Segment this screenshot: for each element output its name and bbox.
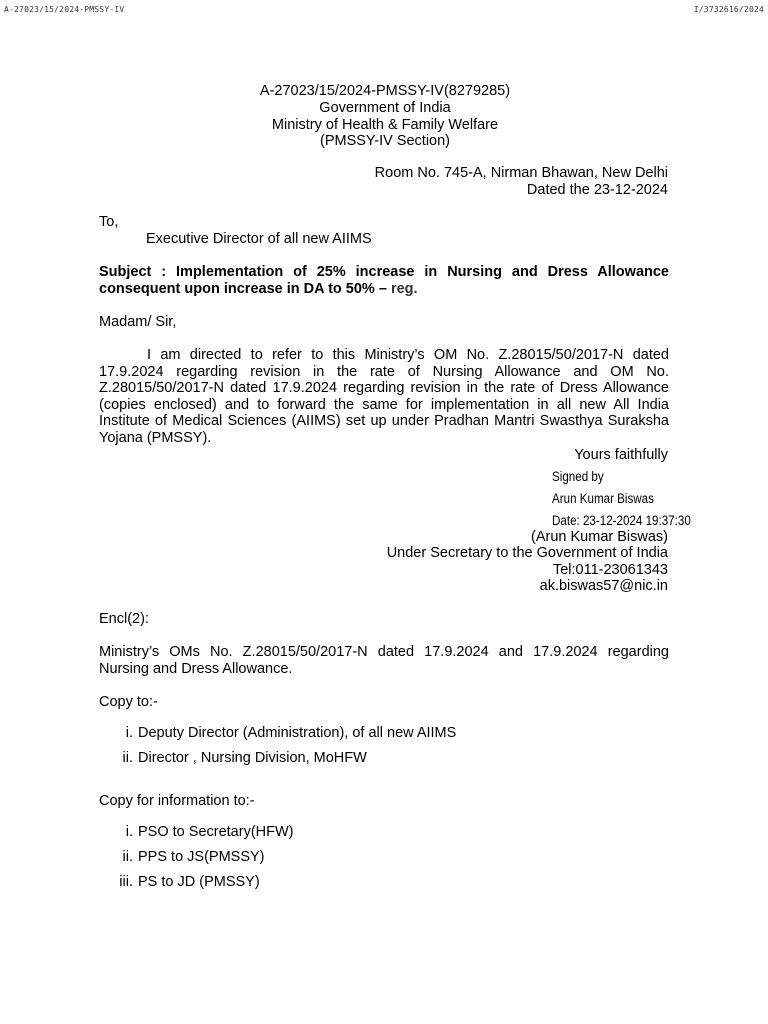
- signatory-designation: Under Secretary to the Government of India: [386, 545, 668, 561]
- section-line: (PMSSY-IV Section): [319, 133, 450, 149]
- subject-reg: reg.: [390, 281, 418, 297]
- copy-info-label: Copy for information to:-: [99, 793, 255, 809]
- copy-to-label: Copy to:-: [99, 694, 158, 710]
- list-item-text: Director , Nursing Division, MoHFW: [138, 750, 367, 766]
- government-line: Government of India: [319, 100, 451, 116]
- enclosure-text: Ministry’s OMs No. Z.28015/50/2017-N dated 17.9.2024 and 17.9.2024 regarding Nursing and Dress Allowance.: [99, 644, 669, 677]
- subject-line: [99, 264, 669, 298]
- body-text: I am directed to refer to this Ministry’s OM No. Z.28015/50/2017-N dated 17.9.2024 regarding revision in the rate of Nursing Allowance and OM No. Z.28015/50/2017-N dated 17.9.2024 regarding revision in the rate of Dress Allowance (copies enclosed) and to forward the same for implementation in all new All India Institute of Medical Sciences (AIIMS) set up under Pradhan Mantri Swasthya Suraksha Yojana (PMSSY).: [99, 347, 669, 446]
- running-header-file-no: A-27023/15/2024-PMSSY-IV: [4, 5, 125, 14]
- list-item-text: PPS to JS(PMSSY): [138, 849, 265, 865]
- list-item-number: iii.: [119, 874, 133, 890]
- salutation: Madam/ Sir,: [99, 314, 177, 330]
- digital-signature-date: Date: 23-12-2024 19:37:30: [552, 513, 691, 528]
- signatory-name: (Arun Kumar Biswas): [531, 529, 668, 545]
- running-header-ref-no: I/3732616/2024: [693, 5, 764, 14]
- list-item-text: PSO to Secretary(HFW): [138, 824, 294, 840]
- file-number: A-27023/15/2024-PMSSY-IV(8279285): [259, 83, 511, 99]
- digital-signature-name: Arun Kumar Biswas: [552, 491, 654, 506]
- subject-text: Subject : Implementation of 25% increase in Nursing and Dress Allowance consequent upon increase in DA to 50% –: [99, 264, 669, 297]
- ministry-line: Ministry of Health & Family Welfare: [271, 117, 499, 133]
- enclosure-label: Encl(2):: [99, 611, 149, 627]
- list-item-number: ii.: [122, 849, 133, 865]
- office-address: Room No. 745-A, Nirman Bhawan, New Delhi: [374, 165, 668, 181]
- list-item-number: i.: [125, 824, 133, 840]
- to-label: To,: [99, 214, 119, 230]
- list-item-text: Deputy Director (Administration), of all new AIIMS: [138, 725, 457, 741]
- list-item-text: PS to JD (PMSSY): [138, 874, 260, 890]
- list-item-number: i.: [125, 725, 133, 741]
- letter-date: Dated the 23-12-2024: [526, 182, 668, 198]
- closing: Yours faithfully: [574, 447, 668, 463]
- body-paragraph: [99, 347, 669, 446]
- list-item-number: ii.: [122, 750, 133, 766]
- signatory-tel: Tel:011-23061343: [552, 562, 668, 578]
- digital-signature-signed-by: Signed by: [552, 469, 604, 484]
- signatory-email: ak.biswas57@nic.in: [539, 578, 668, 594]
- recipient-name: Executive Director of all new AIIMS: [146, 231, 372, 247]
